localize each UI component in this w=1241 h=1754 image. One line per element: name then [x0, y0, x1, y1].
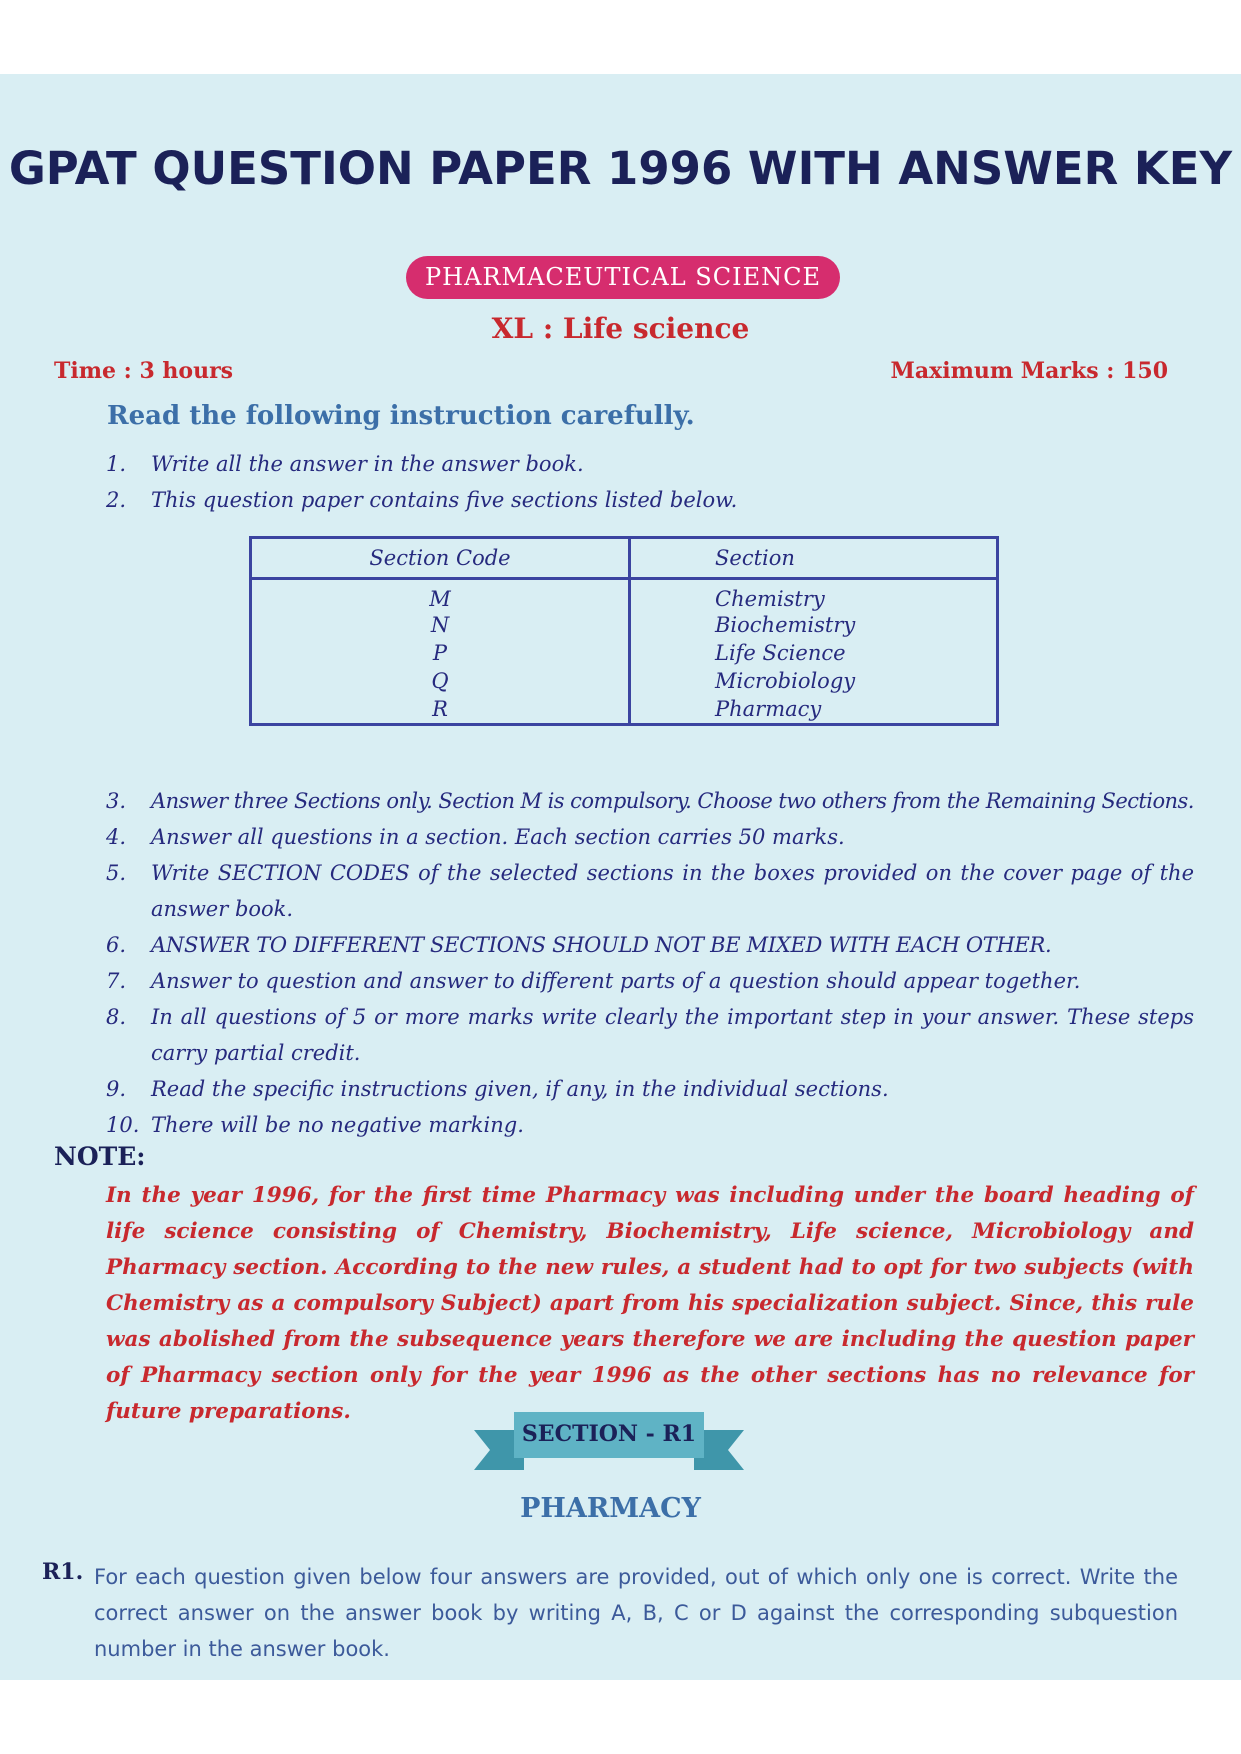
- table-row: [251, 667, 998, 695]
- instruction-number: 1.: [106, 452, 127, 476]
- section-code-cell: P: [251, 639, 630, 667]
- instruction-item-4: [106, 819, 1194, 855]
- instruction-number: 6.: [106, 933, 127, 957]
- subject-badge: PHARMACEUTICAL SCIENCE: [406, 256, 840, 299]
- read-instruction-heading: Read the following instruction carefully.: [107, 401, 695, 431]
- note-paragraph: In the year 1996, for the first time Pharmacy was including under the board heading of life science consisting of Chemistry, Biochemistry, Life science, Microbiology and Pharmacy section. According to the new rules, a student had to opt for two subjects (with Chemistry as a compulsory Subject) apart from his specialization subject. Since, this rule was abolished from the subsequence years therefore we are including the question paper of Pharmacy section only for the year 1996 as the other sections has no relevance for future preparations.: [106, 1183, 1194, 1424]
- instruction-number: 9.: [106, 1077, 127, 1101]
- section-name-cell: Pharmacy: [630, 695, 998, 725]
- instruction-item-8: [106, 999, 1194, 1071]
- question-r1-text: For each question given below four answers are provided, out of which only one is correct. Write the correct answer on the answer book by writing A, B, C or D against the corresponding subquestion number in the answer book.: [94, 1565, 1178, 1661]
- instruction-text: Answer three Sections only. Section M is compulsory. Choose two others from the Remaining Sections.: [151, 789, 1194, 813]
- instruction-number: 3.: [106, 789, 127, 813]
- instruction-text: Write all the answer in the answer book.: [151, 452, 584, 476]
- instruction-text: ANSWER TO DIFFERENT SECTIONS SHOULD NOT BE MIXED WITH EACH OTHER.: [151, 933, 1052, 957]
- section-code-cell: R: [251, 695, 630, 725]
- table-row: [251, 695, 998, 725]
- table-row: [251, 579, 998, 611]
- section-table: [249, 536, 999, 726]
- note-label: NOTE:: [54, 1142, 146, 1171]
- instruction-item-2: [106, 482, 1194, 518]
- instruction-number: 8.: [106, 1005, 127, 1029]
- instruction-item-1: [106, 446, 1194, 482]
- instruction-item-3: [106, 783, 1194, 819]
- question-r1-label: R1.: [42, 1559, 84, 1585]
- section-title: PHARMACY: [520, 1493, 701, 1524]
- instruction-number: 5.: [106, 861, 127, 885]
- instruction-text: Answer all questions in a section. Each section carries 50 marks.: [151, 825, 845, 849]
- time-label: Time : 3 hours: [54, 358, 234, 384]
- table-header-row: [251, 538, 998, 579]
- max-marks-label: Maximum Marks : 150: [890, 358, 1168, 384]
- instruction-text: Read the specific instructions given, if any, in the individual sections.: [151, 1077, 889, 1101]
- table-row: [251, 639, 998, 667]
- section-code-cell: N: [251, 611, 630, 639]
- instruction-item-6: [106, 927, 1194, 963]
- instruction-text: This question paper contains five sections listed below.: [151, 488, 738, 512]
- instruction-item-9: [106, 1071, 1194, 1107]
- paper-subtitle: XL : Life science: [491, 312, 750, 345]
- instruction-text: There will be no negative marking.: [151, 1113, 524, 1137]
- section-ribbon-label: SECTION - R1: [521, 1421, 697, 1447]
- section-name-cell: Chemistry: [630, 579, 998, 611]
- table-header-section-code: Section Code: [251, 538, 630, 579]
- section-name-cell: Biochemistry: [630, 611, 998, 639]
- table-header-section: Section: [630, 538, 998, 579]
- instruction-item-10: [106, 1107, 1194, 1143]
- section-code-cell: Q: [251, 667, 630, 695]
- page-title: GPAT QUESTION PAPER 1996 WITH ANSWER KEY: [8, 142, 1233, 195]
- instruction-number: 7.: [106, 969, 127, 993]
- section-name-cell: Microbiology: [630, 667, 998, 695]
- instruction-item-5: [106, 855, 1194, 927]
- instruction-number: 4.: [106, 825, 127, 849]
- instruction-number: 10.: [106, 1113, 140, 1137]
- section-code-cell: M: [251, 579, 630, 611]
- section-name-cell: Life Science: [630, 639, 998, 667]
- instruction-number: 2.: [106, 488, 127, 512]
- instruction-text: In all questions of 5 or more marks write clearly the important step in your answer. These steps carry partial credit.: [151, 1005, 1194, 1065]
- table-row: [251, 611, 998, 639]
- instruction-item-7: [106, 963, 1194, 999]
- instruction-text: Answer to question and answer to different parts of a question should appear together.: [151, 969, 1081, 993]
- instruction-text: Write SECTION CODES of the selected sections in the boxes provided on the cover page of the answer book.: [151, 861, 1194, 921]
